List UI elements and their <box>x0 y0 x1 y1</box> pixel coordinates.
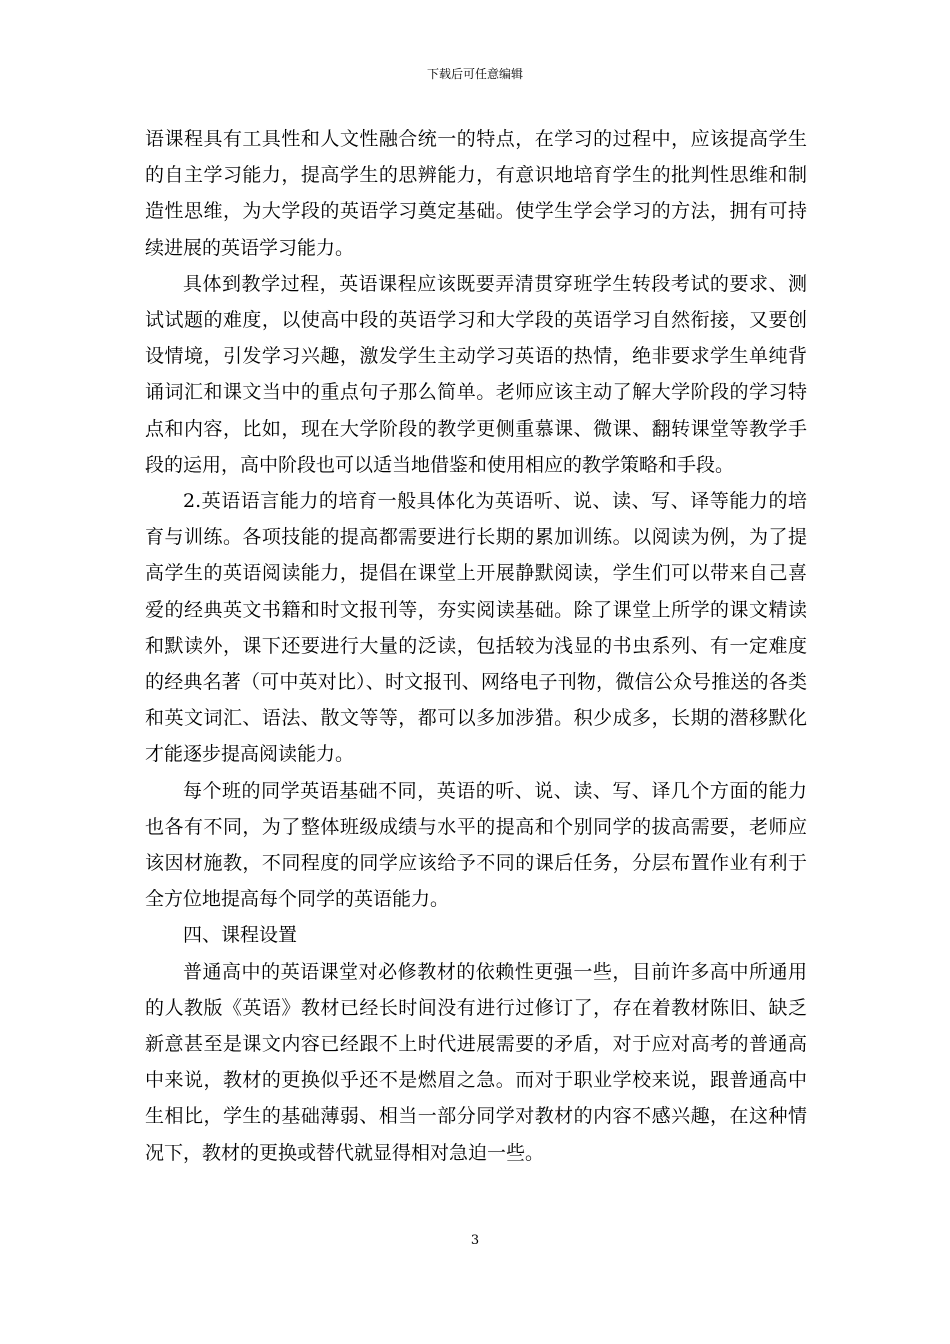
page-header: 下载后可任意编辑 <box>426 67 523 81</box>
paragraph-teaching-process: 具体到教学过程，英语课程应该既要弄清贯穿班学生转段考试的要求、测试试题的难度，以使高中段的英语学习和大学段的英语学习自然衔接，又要创设情境，引发学习兴趣，激发学生主动学习英语的热情，绝非要求学生单纯背诵词汇和课文当中的重点句子那么简单。老师应该主动了解大学阶段的学习特点和内容，比如，现在大学阶段的教学更侧重慕课、微课、翻转课堂等教学手段的运用，高中阶段也可以适当地借鉴和使用相应的教学策略和手段。 <box>145 272 807 476</box>
section-heading-course-setup: 四、课程设置 <box>183 924 298 947</box>
paragraph-textbooks: 普通高中的英语课堂对必修教材的依赖性更强一些，目前许多高中所通用的人教版《英语》教材已经长时间没有进行过修订了，存在着教材陈旧、缺乏新意甚至是课文内容已经跟不上时代进展需要的矛盾，对于应对高考的普通高中来说，教材的更换似乎还不是燃眉之急。而对于职业学校来说，跟普通高中生相比，学生的基础薄弱、相当一部分同学对教材的内容不感兴趣，在这种情况下，教材的更换或替代就显得相对急迫一些。 <box>145 960 807 1164</box>
paragraph-differentiated-teaching: 每个班的同学英语基础不同，英语的听、说、读、写、译几个方面的能力也各有不同，为了整体班级成绩与水平的提高和个别同学的拔高需要，老师应该因材施教，不同程度的同学应该给予不同的课后任务，分层布置作业有利于全方位地提高每个同学的英语能力。 <box>145 779 807 911</box>
paragraph-continued: 语课程具有工具性和人文性融合统一的特点，在学习的过程中，应该提高学生的自主学习能力，提高学生的思辨能力，有意识地培育学生的批判性思维和制造性思维，为大学段的英语学习奠定基础。使学生学会学习的方法，拥有可持续进展的英语学习能力。 <box>145 128 807 259</box>
page-number: 3 <box>470 1233 480 1248</box>
paragraph-language-ability: 2.英语语言能力的培育一般具体化为英语听、说、读、写、译等能力的培育与训练。各项技能的提高都需要进行长期的累加训练。以阅读为例，为了提高学生的英语阅读能力，提倡在课堂上开展静默阅读，学生们可以带来自己喜爱的经典英文书籍和时文报刊等，夯实阅读基础。除了课堂上所学的课文精读和默读外，课下还要进行大量的泛读，包括较为浅显的书虫系列、有一定难度的经典名著（可中英对比）、时文报刊、网络电子刊物，微信公众号推送的各类和英文词汇、语法、散文等等，都可以多加涉猎。积少成多，长期的潜移默化才能逐步提高阅读能力。 <box>145 490 807 766</box>
document-body <box>145 121 807 1171</box>
